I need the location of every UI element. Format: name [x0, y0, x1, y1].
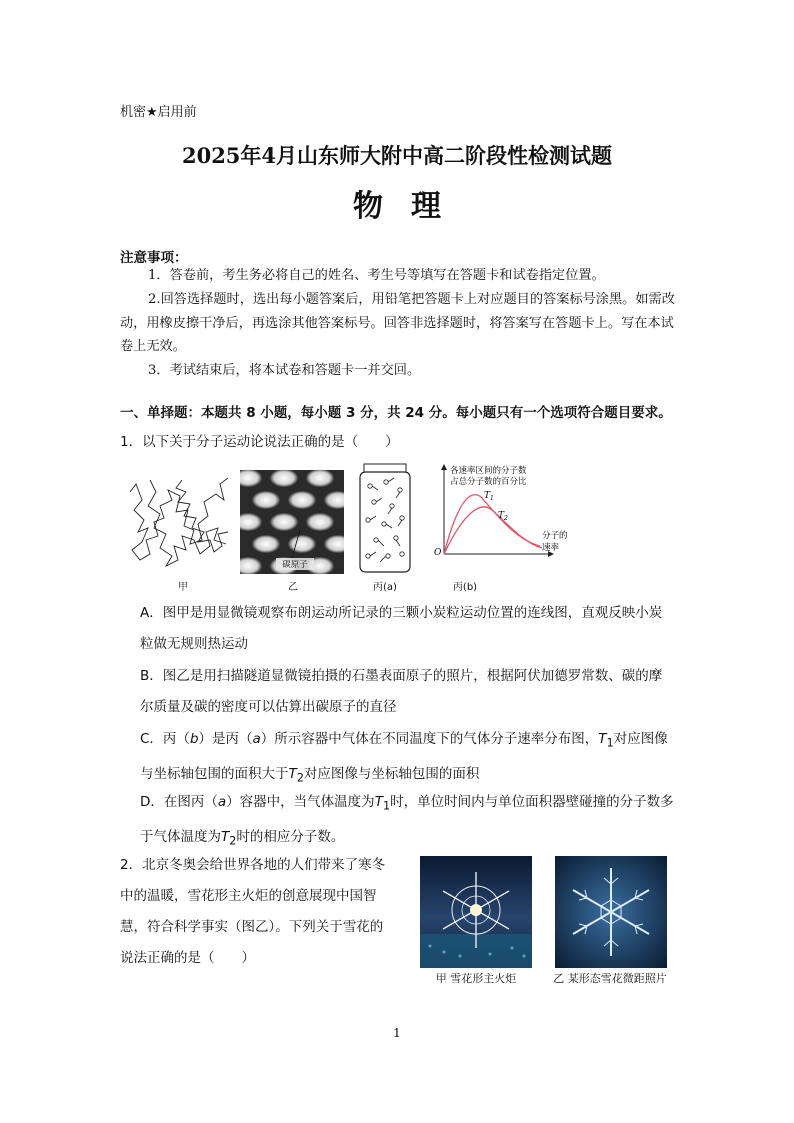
- graph-y-label-line-1: 各速率区间的分子数: [450, 466, 527, 476]
- graph-curve-t2-label: $T_2$: [498, 511, 508, 522]
- graph-y-label-line-2: 占总分子数的百分比: [450, 477, 527, 487]
- figure-q2-jia-caption: 甲 雪花形主火炬: [435, 972, 517, 985]
- gas-container-figure: [350, 462, 420, 574]
- figure-q2-yi-caption: 乙 某形态雪花微距照片: [553, 972, 667, 985]
- speed-distribution-graph: [430, 462, 580, 574]
- page-number: 1: [393, 1026, 401, 1040]
- snowflake-torch-photo: [420, 856, 532, 968]
- graph-curve-t1-label: $T_1$: [484, 491, 494, 502]
- question-2-stem: 2．北京冬奥会给世界各地的人们带来了寒冬中的温暖，雪花形主火炬的创意展现中国智慧，符合科学事实（图乙）。下列关于雪花的说法正确的是（ ）: [120, 857, 386, 966]
- question-1-stem: 1．以下关于分子运动论说法正确的是（ ）: [120, 434, 399, 450]
- notes-heading: 注意事项：: [120, 250, 188, 266]
- figure-yi-caption: 乙: [288, 582, 298, 593]
- question-1-option-c: C．丙（b）是丙（a）所示容器中气体在不同温度下的气体分子速率分布图，$T_1$对应图像与坐标轴包围的面积大于$T_2$对应图像与坐标轴包围的面积: [140, 731, 668, 785]
- note-item-3: 3．考试结束后，将本试卷和答题卡一并交回。: [148, 363, 421, 378]
- question-1-option-a: A．图甲是用显微镜观察布朗运动所记录的三颗小炭粒运动位置的连线图，直观反映小炭粒做无规则热运动: [140, 605, 663, 652]
- brownian-motion-figure: [120, 470, 235, 575]
- figure-bing-a-caption: 丙(a): [373, 582, 397, 593]
- graphite-stm-image: [240, 470, 344, 574]
- confidential-label: 机密★启用前: [120, 105, 197, 120]
- question-1-option-b: B．图乙是用扫描隧道显微镜拍摄的石墨表面原子的照片，根据阿伏加德罗常数、碳的摩尔质量及碳的密度可以估算出碳原子的直径: [140, 668, 663, 715]
- carbon-atom-label: 碳原子: [282, 560, 308, 570]
- graph-x-label-line-2: 速率: [542, 543, 560, 553]
- graph-origin-label: O: [434, 548, 442, 558]
- subject-title: 物理: [353, 189, 469, 224]
- note-item-2: 2.回答选择题时，选出每小题答案后，用铅笔把答题卡上对应题目的答案标号涂黑。如需改动，用橡皮擦干净后，再选涂其他答案标号。回答非选择题时，将答案写在答题卡上。写在本试卷上无效。: [120, 292, 675, 354]
- exam-title: 2025年4月山东师大附中高二阶段性检测试题: [181, 143, 613, 168]
- graph-x-label-line-1: 分子的: [542, 531, 568, 541]
- note-item-1: 1．答卷前，考生务必将自己的姓名、考生号等填写在答题卡和试卷指定位置。: [148, 268, 605, 283]
- figure-jia-caption: 甲: [178, 582, 188, 593]
- snowflake-macro-photo: [555, 856, 667, 968]
- question-1-option-d: D．在图丙（a）容器中，当气体温度为$T_1$时，单位时间内与单位面积器壁碰撞的分子数多于气体温度为$T_2$时的相应分子数。: [140, 794, 674, 848]
- section-heading: 一、单择题：本题共 8 小题，每小题 3 分，共 24 分。每小题只有一个选项符合题目要求。: [120, 405, 672, 421]
- figure-bing-b-caption: 丙(b): [452, 582, 478, 593]
